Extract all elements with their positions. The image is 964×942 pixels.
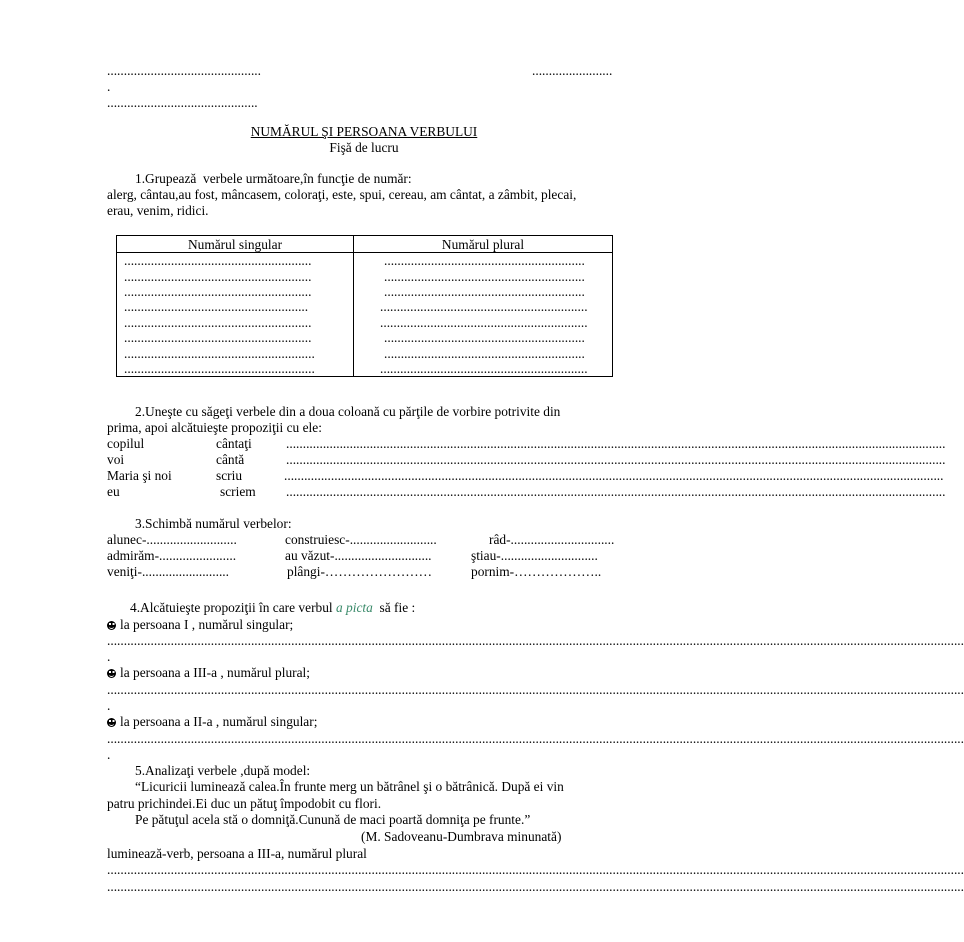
ex1-verbs-line2: erau, venim, ridici. bbox=[107, 203, 209, 218]
grouping-table bbox=[116, 235, 613, 377]
ex4-item-label: la persoana I , numărul singular; bbox=[120, 617, 294, 632]
singular-answer-line[interactable]: ....................................................... bbox=[117, 299, 354, 314]
ex4-heading-suffix: să fie : bbox=[372, 600, 416, 615]
table-row bbox=[117, 361, 613, 377]
ex4-line-dot: . bbox=[107, 747, 111, 762]
date-line: ........................ bbox=[532, 63, 613, 78]
ex2-heading: 2.Uneşte cu săgeţi verbele din a doua coloană cu părţile de vorbire potrivite din bbox=[135, 404, 561, 419]
plural-answer-line[interactable]: ............................................................ bbox=[354, 330, 613, 345]
ex2-answer-line[interactable]: ..................................................................................................................................................................................................... bbox=[286, 452, 946, 467]
ex5-quote-line1: “Licuricii luminează calea.În frunte merg un bătrânel şi o bătrânică. După ei vin bbox=[135, 779, 564, 794]
ex3-item[interactable]: râd-............................... bbox=[489, 532, 615, 547]
ex1-verbs-line1: alerg, cântau,au fost, mâncasem, coloraţi, este, spui, cereau, am cântat, a zâmbit, plecai, bbox=[107, 187, 577, 202]
singular-answer-line[interactable]: ........................................................ bbox=[117, 268, 354, 283]
ex2-verb: cântă bbox=[216, 452, 245, 467]
ex3-item[interactable]: pornim-……………….. bbox=[471, 564, 602, 579]
ex5-answer-line[interactable]: ................................................................................................................................................................................................................................................................ bbox=[107, 862, 964, 877]
plural-answer-line[interactable]: .............................................................. bbox=[354, 315, 613, 330]
plural-answer-line[interactable]: ............................................................ bbox=[354, 284, 613, 299]
plural-answer-line[interactable]: ............................................................ bbox=[354, 268, 613, 283]
ex2-answer-line[interactable]: ..................................................................................................................................................................................................... bbox=[286, 436, 946, 451]
col-singular-header: Numărul singular bbox=[117, 236, 354, 253]
ex2-heading-line2: prima, apoi alcătuieşte propoziţii cu ele: bbox=[107, 420, 322, 435]
ex4-item-1 bbox=[107, 617, 293, 633]
ex2-answer-line[interactable]: ..................................................................................................................................................................................................... bbox=[284, 468, 944, 483]
ex3-item[interactable]: construiesc-.......................... bbox=[285, 532, 437, 547]
smiley-icon bbox=[107, 621, 116, 630]
page-title: NUMĂRUL ŞI PERSOANA VERBULUI bbox=[250, 124, 478, 139]
smiley-icon bbox=[107, 669, 116, 678]
ex2-verb: scriem bbox=[220, 484, 256, 499]
table-header-row bbox=[117, 236, 613, 253]
table-row bbox=[117, 253, 613, 269]
ex2-subject: voi bbox=[107, 452, 125, 467]
ex5-model: luminează-verb, persoana a III-a, numărul plural bbox=[107, 846, 367, 861]
ex2-subject: Maria şi noi bbox=[107, 468, 172, 483]
ex3-item[interactable]: plângi-…………………… bbox=[287, 564, 433, 579]
ex4-heading bbox=[130, 600, 415, 616]
singular-answer-line[interactable]: ........................................................ bbox=[117, 330, 354, 345]
name-line: .............................................. bbox=[107, 63, 261, 78]
ex5-quote-line3: Pe pătuţul acela stă o domniţă.Cunună de maci poartă domniţa pe frunte.” bbox=[135, 812, 531, 827]
singular-answer-line[interactable]: ........................................................ bbox=[117, 284, 354, 299]
ex3-item[interactable]: au văzut-............................. bbox=[285, 548, 432, 563]
ex3-item[interactable]: ştiau-............................. bbox=[471, 548, 598, 563]
ex5-source: (M. Sadoveanu-Dumbrava minunată) bbox=[361, 829, 562, 844]
ex2-verb: scriu bbox=[216, 468, 243, 483]
ex5-quote-line2: patru prichindei.Ei duc un pătuţ împodobit cu flori. bbox=[107, 796, 382, 811]
ex4-item-label: la persoana a II-a , numărul singular; bbox=[120, 714, 318, 729]
page-subtitle: Fişă de lucru bbox=[329, 140, 399, 155]
plural-answer-line[interactable]: .............................................................. bbox=[354, 361, 613, 377]
singular-answer-line[interactable]: ........................................................ bbox=[117, 253, 354, 269]
smiley-icon bbox=[107, 718, 116, 727]
ex2-answer-line[interactable]: ..................................................................................................................................................................................................... bbox=[286, 484, 946, 499]
table-row bbox=[117, 345, 613, 360]
table-row bbox=[117, 330, 613, 345]
table-row bbox=[117, 315, 613, 330]
singular-answer-line[interactable]: ......................................................... bbox=[117, 361, 354, 377]
ex4-item-2 bbox=[107, 665, 310, 681]
ex3-item[interactable]: alunec-........................... bbox=[107, 532, 237, 547]
ex4-verb: a picta bbox=[336, 600, 373, 615]
plural-answer-line[interactable]: ............................................................ bbox=[354, 345, 613, 360]
ex3-heading: 3.Schimbă numărul verbelor: bbox=[135, 516, 292, 531]
ex5-answer-line[interactable]: ................................................................................................................................................................................................................................................................ bbox=[107, 879, 964, 894]
ex4-answer-line[interactable]: ................................................................................................................................................................................................................................................................ bbox=[107, 682, 964, 697]
table-row bbox=[117, 284, 613, 299]
singular-answer-line[interactable]: ........................................................ bbox=[117, 315, 354, 330]
ex4-item-3 bbox=[107, 714, 317, 730]
class-line: ............................................. bbox=[107, 95, 258, 110]
ex4-line-dot: . bbox=[107, 698, 111, 713]
table-row bbox=[117, 299, 613, 314]
ex2-verb: cântaţi bbox=[216, 436, 252, 451]
ex5-heading: 5.Analizaţi verbele ,după model: bbox=[135, 763, 311, 778]
ex2-subject: copilul bbox=[107, 436, 145, 451]
ex3-item[interactable]: admirăm-....................... bbox=[107, 548, 237, 563]
plural-answer-line[interactable]: .............................................................. bbox=[354, 299, 613, 314]
ex4-item-label: la persoana a III-a , numărul plural; bbox=[120, 665, 310, 680]
ex2-subject: eu bbox=[107, 484, 120, 499]
ex1-heading: 1.Grupează verbele următoare,în funcţie de număr: bbox=[135, 171, 412, 186]
ex4-heading-text: 4.Alcătuieşte propoziţii în care verbul bbox=[130, 600, 336, 615]
name-line-dot: . bbox=[107, 79, 111, 94]
ex3-item[interactable]: veniţi-.......................... bbox=[107, 564, 229, 579]
ex4-answer-line[interactable]: ................................................................................................................................................................................................................................................................ bbox=[107, 633, 964, 648]
ex4-line-dot: . bbox=[107, 649, 111, 664]
ex4-answer-line[interactable]: ................................................................................................................................................................................................................................................................ bbox=[107, 731, 964, 746]
table-row bbox=[117, 268, 613, 283]
singular-answer-line[interactable]: ......................................................... bbox=[117, 345, 354, 360]
col-plural-header: Numărul plural bbox=[354, 236, 613, 253]
plural-answer-line[interactable]: ............................................................ bbox=[354, 253, 613, 269]
